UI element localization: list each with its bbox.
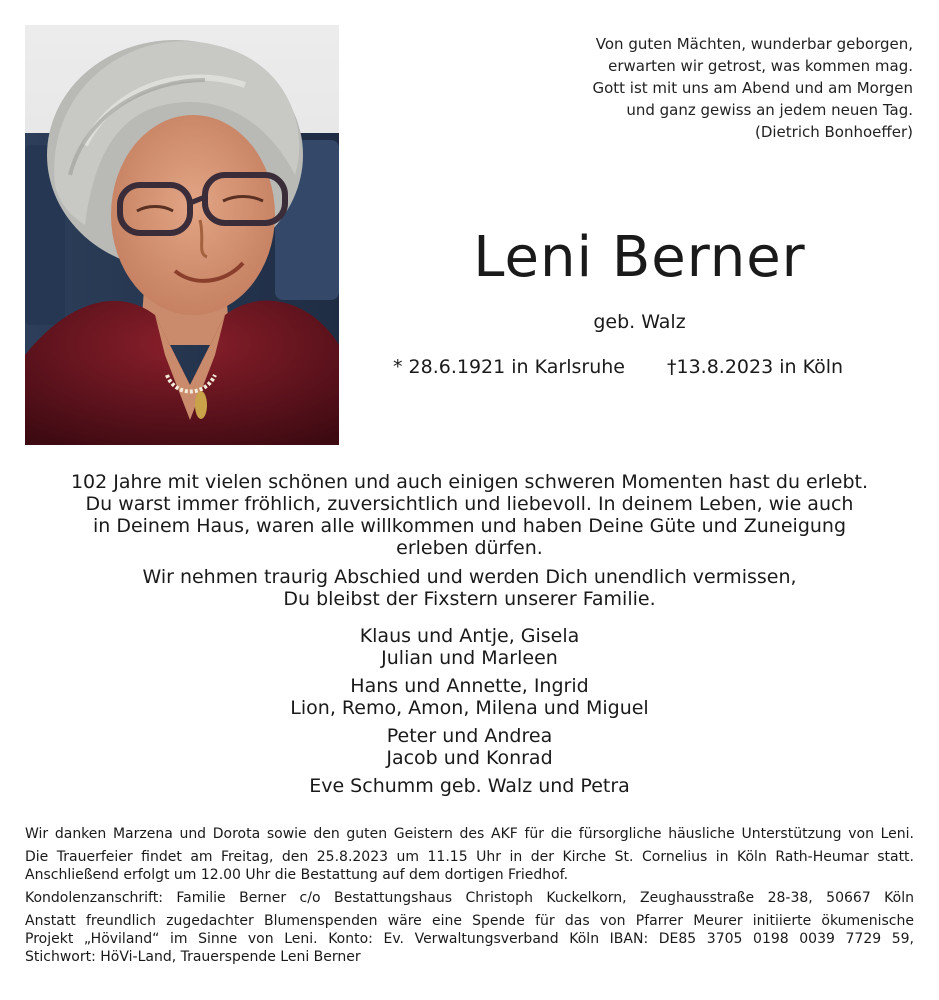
quote-author: (Dietrich Bonhoeffer)	[754, 123, 913, 141]
family-group	[20, 675, 919, 719]
farewell-line: Wir nehmen traurig Abschied und werden Dich unendlich vermissen,	[142, 566, 797, 588]
thanks-note: Wir danken Marzena und Dorota sowie den guten Geistern des AKF für die fürsorgliche häusliche Unterstützung von Leni.	[25, 826, 914, 842]
farewell-line: Du bleibst der Fixstern unserer Familie.	[283, 588, 656, 610]
family-line: Eve Schumm geb. Walz und Petra	[309, 775, 630, 797]
notice-footer	[25, 825, 914, 971]
quote-line: erwarten wir getrost, was kommen mag.	[608, 57, 913, 75]
tribute-line: 102 Jahre mit vielen schönen und auch einigen schweren Momenten hast du erlebt.	[70, 471, 869, 493]
maiden-name: geb. Walz	[593, 311, 686, 333]
donation-line: Stichwort: HöVi-Land, Trauerspende Leni Berner	[25, 949, 361, 965]
deceased-name: Leni Berner	[473, 225, 806, 290]
ceremony-line: Die Trauerfeier findet am Freitag, den 25.8.2023 um 11.15 Uhr in der Kirche St. Cornelius in Köln Rath-Heumar statt.	[25, 849, 914, 865]
ceremony-line: Anschließend erfolgt um 12.00 Uhr die Bestattung auf dem dortigen Friedhof.	[25, 867, 569, 883]
donation-note	[25, 912, 914, 966]
family-line: Lion, Remo, Amon, Milena und Miguel	[290, 697, 649, 719]
condolence-address: Kondolenzanschrift: Familie Berner c/o Bestattungshaus Christoph Kuckelkorn, Zeughausstraße 28-38, 50667 Köln	[25, 890, 914, 906]
ceremony-note	[25, 848, 914, 884]
donation-line: Anstatt freundlich zugedachter Blumenspenden wäre eine Spende für das von Pfarrer Meurer initiierte ökumenische	[25, 913, 914, 929]
family-line: Julian und Marleen	[381, 647, 558, 669]
tribute-line: in Deinem Haus, waren alle willkommen und haben Deine Güte und Zuneigung	[92, 515, 847, 537]
quote-line: Gott ist mit uns am Abend und am Morgen	[592, 79, 913, 97]
family-line: Hans und Annette, Ingrid	[350, 675, 589, 697]
family-line: Klaus und Antje, Gisela	[359, 625, 580, 647]
death-date: †13.8.2023 in Köln	[667, 356, 844, 378]
quote-line: und ganz gewiss an jedem neuen Tag.	[626, 101, 913, 119]
quote-line: Von guten Mächten, wunderbar geborgen,	[595, 35, 913, 53]
family-line: Jacob und Konrad	[386, 747, 553, 769]
farewell-text	[20, 566, 919, 610]
portrait-photo	[25, 25, 339, 445]
tribute-text	[20, 471, 919, 559]
family-list	[20, 625, 919, 803]
donation-line: Projekt „Höviland“ im Sinne von Leni. Konto: Ev. Verwaltungsverband Köln IBAN: DE85 3705 0198 0039 7729 59,	[25, 931, 914, 947]
family-line: Peter und Andrea	[386, 725, 553, 747]
bonhoeffer-quote	[360, 33, 913, 143]
life-dates	[340, 353, 939, 381]
tribute-line: erleben dürfen.	[396, 537, 543, 559]
family-group	[20, 775, 919, 797]
family-group	[20, 625, 919, 669]
tribute-line: Du warst immer fröhlich, zuversichtlich und liebevoll. In deinem Leben, wie auch	[85, 493, 854, 515]
birth-date: * 28.6.1921 in Karlsruhe	[393, 356, 625, 378]
family-group	[20, 725, 919, 769]
